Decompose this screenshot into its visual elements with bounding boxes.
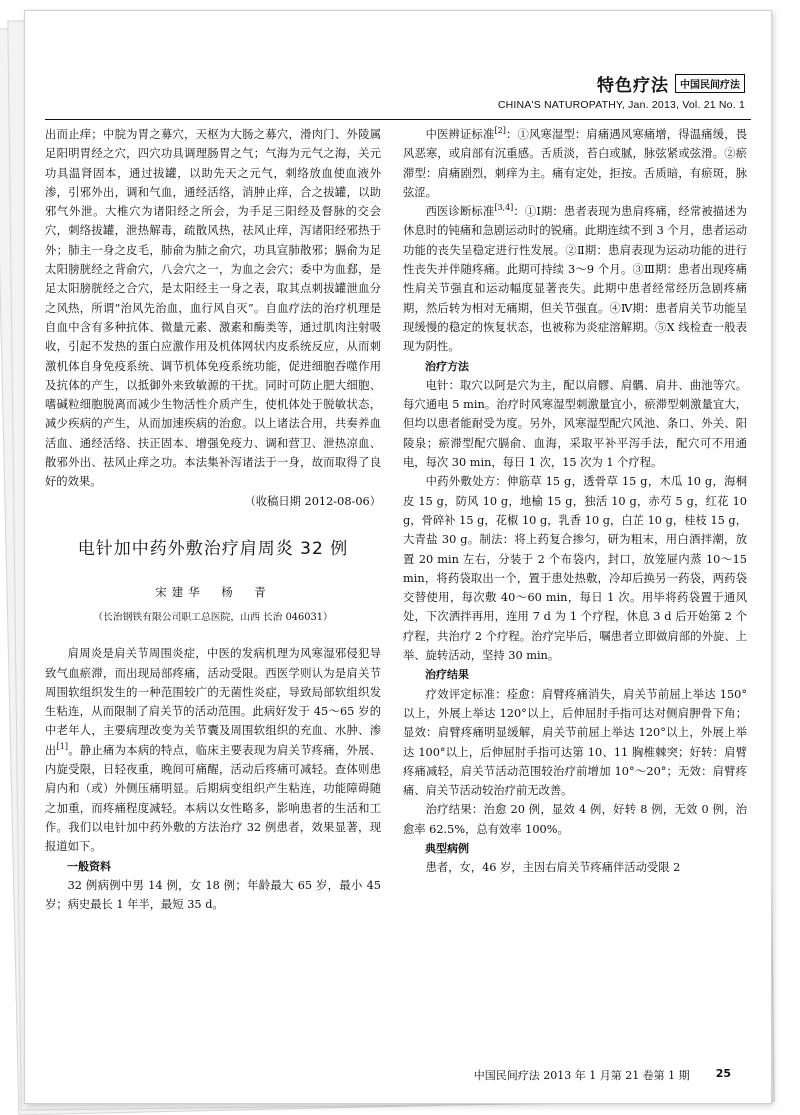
section-heading-general: 一般资料 <box>67 859 111 873</box>
case-paragraph: 患者，女，46 岁，主因右肩关节疼痛伴活动受限 2 <box>425 861 681 875</box>
journal-header <box>498 71 745 111</box>
citation-ref-1: [1] <box>56 741 68 751</box>
intro-text-a: 肩周炎是肩关节周围炎症，中医的发病机理为风寒湿邪侵犯导致气血瘀滞，而出现局部疼痛，活动受限。西医学则认为是肩关节周围软组织发生的一种范围较广的无菌性炎症，导致局部软组织发生粘连，从而限制了肩关节的活动范围。此病好发于 45～65 岁的中老年人，主要病理改变为关节囊及周围软组织的充血、水肿、渗出 <box>45 647 381 757</box>
section-brand: 特色疗法 <box>597 76 669 96</box>
intro-paragraph <box>45 644 381 856</box>
journal-name-box: 中国民间疗法 <box>675 74 745 93</box>
article-title: 电针加中药外敷治疗肩周炎 32 例 <box>77 538 349 559</box>
section-heading-case: 典型病例 <box>425 841 469 855</box>
herbal-compress-paragraph: 中药外敷处方：伸筋草 15 g，透骨草 15 g，木瓜 10 g，海桐皮 15 g，防风 10 g，地榆 15 g，独活 10 g，赤芍 5 g，红花 10 g，骨碎补 15 g，花椒 10 g，乳香 10 g，白芷 10 g，桂枝 15 g，大青盐 30 g。制法：将上药复合掺匀，研为粗末，用白酒拌潮，放置 20 min 左右，分装于 2 个布袋内，封口，放笼屉内蒸 10～15 min，将药袋取出一个，置于患处热敷，冷却后换另一药袋，两药袋交替使用，每次敷 40～60 min，每日 1 次。用毕将药袋置于通风处，下次洒拌再用，连用 7 d 为 1 个疗程，休息 3 d 后开始第 2 个疗程，共治疗 2 个疗程。治疗完毕后，嘱患者立即做肩部的外旋、上举、旋转活动，坚持 30 min。 <box>403 475 747 663</box>
intro-text-b: 。静止痛为本病的特点，临床主要表现为肩关节疼痛，外展、内旋受限，日轻夜重，晚间可痛醒，活动后疼痛可减轻。查体则患肩内和（或）外侧压痛明显。后期病变组织产生粘连，功能障碍随之加重，而疼痛程度减轻。本病以女性略多，影响患者的生活和工作。我们以电针加中药外敷的方法治疗 32 例患者，效果显著，现报道如下。 <box>45 743 381 854</box>
west-text-a: 西医诊断标准 <box>425 205 495 219</box>
left-column <box>45 125 381 914</box>
journal-citation: CHINA'S NATUROPATHY, Jan. 2013, Vol. 21 No. 1 <box>497 99 745 111</box>
evaluation-criteria-paragraph: 疗效评定标准：痊愈：肩臂疼痛消失，肩关节前屈上举达 150°以上，外展上举达 120°以上，后伸屈肘手指可达对侧肩胛骨下角；显效：肩臂疼痛明显缓解，肩关节前屈上举达 120°以上，外展上举达 100°以上，后伸屈肘手指可达第 10、11 胸椎棘突；好转：肩臂疼痛减轻，肩关节活动范围较治疗前增加 10°～20°；无效：肩臂疼痛、肩关节活动较治疗前无改善。 <box>403 687 747 798</box>
continued-paragraph: 出而止痒；中脘为胃之募穴，天枢为大肠之募穴，滑肉门、外陵属足阳明胃经之穴，四穴功具调理肠胃之气；气海为元气之海，关元功具温肾固本，通过拔罐，以助先天之元气，刺络放血使血液外渗，引邪外出，调和气血，通经活络，消肿止痒，合之拔罐，以助邪气外泄。大椎穴为诸阳经之所会，为手足三阳经及督脉的交会穴，刺络拔罐，泄热解毒，疏散风热，祛风止痒，泻诸阳经邪热于外；肺主一身之皮毛，肺俞为肺之俞穴，功具宣肺散邪；膈俞为足太阳膀胱经之背俞穴，八会穴之一，为血之会穴；委中为血郄，是足太阳膀胱经之合穴，是太阳经主一身之表，取其点刺拔罐泄血分之风热，所谓“治风先治血，血行风自灭”。自血疗法的治疗机理是自血中含有多种抗体、微量元素、激素和酶类等，通过肌肉注射吸收，引起不发热的蛋白应激作用及机体网状内皮系统反应，从而刺激机体自身免疫系统、调节机体免疫系统功能，促进细胞吞噬作用及抗体的产生，以抵御外来致敏源的干扰。同时可防止肥大细胞、嗜碱粒细胞脱离而减少生物活性介质产生，使机体处于脱敏状态，减少疾病的产生，从而加速疾病的治愈。以上诸法合用，共奏养血活血、通经活络、扶正固本、增强免疫力、调和营卫、泄热凉血、散邪外出、祛风止痒之功。本法集补泻诸法于一身，故而取得了良好的效果。 <box>45 128 381 489</box>
journal-brand <box>498 71 745 96</box>
section-heading-method: 治疗方法 <box>425 359 469 373</box>
west-text-b: ：①Ⅰ期：患者表现为患肩疼痛，经常被描述为休息时的钝痛和急剧运动时的锐痛。此期连续不到 3 个月，患者运动功能的丧失呈稳定进行性发展。②Ⅱ期：患肩表现为运动功能的进行性丧失并伴随疼痛。此期可持续 3～9 个月。③Ⅲ期：患者出现疼痛性肩关节强直和运动幅度显著丧失。此期中患者经常经历急剧疼痛期，然后转为相对无痛期，但关节强直。④Ⅳ期：患者肩关节功能呈现缓慢的稳定的恢复状态，也被称为炎症溶解期。⑤X 线检查一般表现为阴性。 <box>403 205 747 354</box>
journal-issue: 中国民间疗法 2013 年 1 月第 21 卷第 1 期 <box>473 1069 690 1082</box>
citation-ref-3-4: [3,4] <box>494 203 514 213</box>
tcm-text-a: 中医辨证标准 <box>425 128 495 141</box>
section-heading-result: 治疗结果 <box>425 668 469 682</box>
tcm-criteria-paragraph <box>403 125 747 202</box>
header-rule <box>45 119 751 120</box>
results-paragraph: 治疗结果：治愈 20 例，显效 4 例，好转 8 例，无效 0 例，治愈率 62.5%，总有效率 100%。 <box>403 803 747 836</box>
journal-page <box>24 10 772 1104</box>
received-date: （收稿日期 2012-08-06） <box>244 494 381 508</box>
electroacupuncture-paragraph: 电针：取穴以阿是穴为主，配以肩髎、肩髃、肩井、曲池等穴。每穴通电 5 min。治疗时风寒湿型刺激量宜小，瘀滞型刺激量宜大，但均以患者能耐受为度。另外，风寒湿型配穴风池、条口、外关、阳陵泉；瘀滞型配穴膈俞、血海，采取平补平泻手法，配穴可不用通电，每次 30 min，每日 1 次，15 次为 1 个疗程。 <box>403 378 747 470</box>
western-criteria-paragraph <box>403 202 747 356</box>
general-data-paragraph: 32 例病例中男 14 例，女 18 例；年龄最大 65 岁，最小 45 岁；病史最长 1 年半，最短 35 d。 <box>45 878 381 912</box>
citation-ref-2: [2] <box>494 126 506 136</box>
right-column <box>403 125 747 878</box>
article-authors: 宋建华 杨 青 <box>155 584 271 599</box>
page-footer <box>474 1067 731 1083</box>
tcm-text-b: ：①风寒湿型：肩痛遇风寒痛增，得温痛缓，畏风恶寒，或肩部有沉重感。舌质淡，苔白或腻，脉弦紧或弦滑。②瘀滞型：肩痛剧烈，刺痒为主。痛有定处，拒按。舌质暗，有瘀斑，脉弦涩。 <box>403 128 747 199</box>
page-number: 25 <box>715 1067 731 1080</box>
author-affiliation: （长治钢铁有限公司职工总医院，山西 长治 046031） <box>93 612 333 624</box>
